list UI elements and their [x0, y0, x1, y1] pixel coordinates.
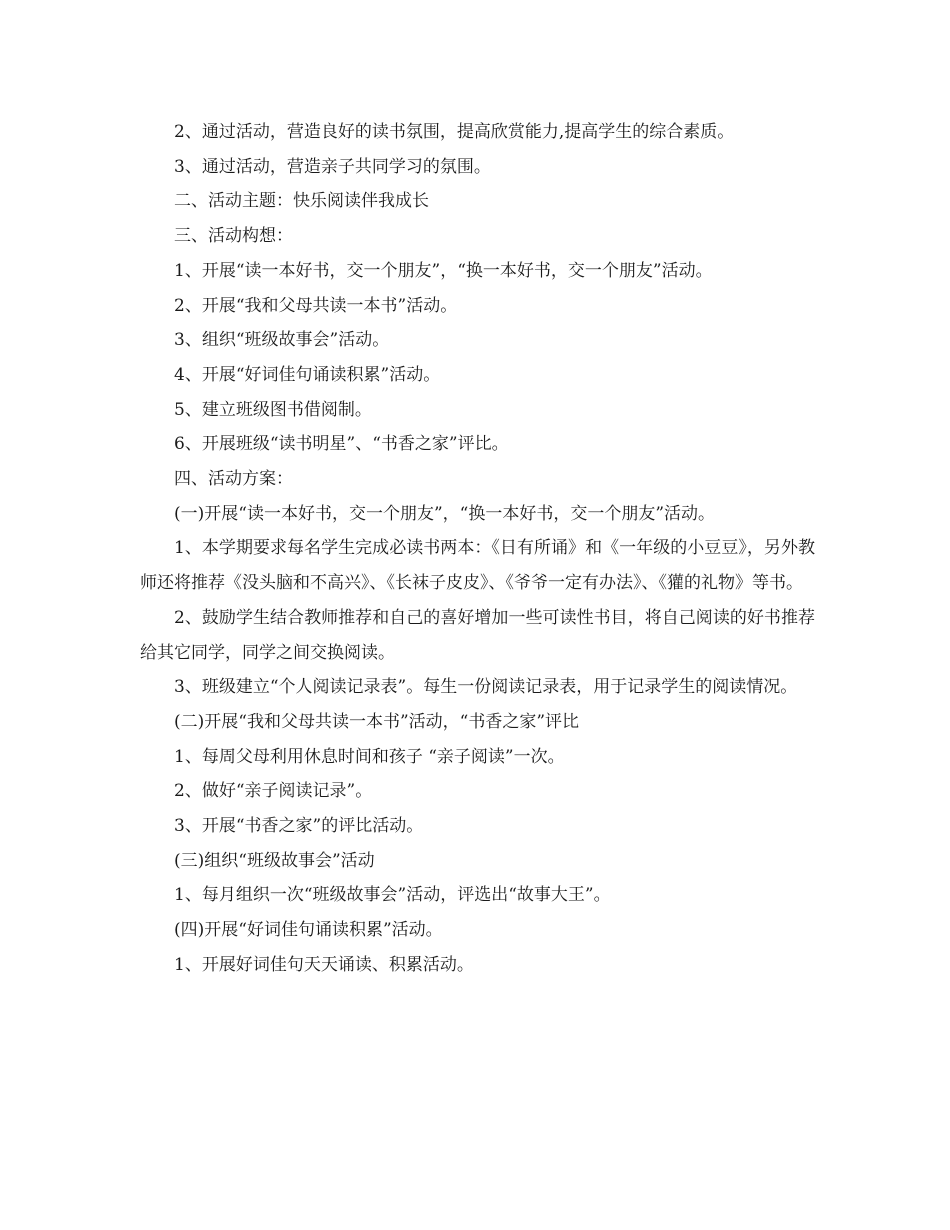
- section-heading: 四、活动方案：: [174, 469, 293, 490]
- subsection-heading: (二)开展“我和父母共读一本书”活动，“书香之家”评比: [174, 711, 580, 732]
- paragraph: 2、做好“亲子阅读记录”。: [174, 781, 373, 802]
- paragraph: 3、组织“班级故事会”活动。: [174, 330, 390, 351]
- paragraph: 1、开展“读一本好书，交一个朋友”，“换一本好书，交一个朋友”活动。: [174, 260, 713, 281]
- paragraph: 1、每周父母利用休息时间和孩子 “亲子阅读”一次。: [174, 746, 565, 767]
- paragraph: 2、鼓励学生结合教师推荐和自己的喜好增加一些可读性书目，将自己阅读的好书推荐给其它同学，同学之间交换阅读。: [140, 607, 815, 663]
- paragraph: 1、开展好词佳句天天诵读、积累活动。: [174, 954, 474, 975]
- section-heading: 二、活动主题：快乐阅读伴我成长: [174, 191, 429, 212]
- document-body: [140, 115, 815, 983]
- paragraph: 2、通过活动，营造良好的读书氛围，提高欣赏能力,提高学生的综合素质。: [174, 122, 735, 142]
- subsection-heading: (一)开展“读一本好书，交一个朋友”，“换一本好书，交一个朋友”活动。: [174, 503, 716, 524]
- paragraph: 3、通过活动，营造亲子共同学习的氛围。: [174, 156, 491, 177]
- paragraph: 3、开展“书香之家”的评比活动。: [174, 816, 424, 837]
- section-heading: 三、活动构想：: [174, 226, 293, 247]
- paragraph: 1、每月组织一次“班级故事会”活动，评选出“故事大王”。: [174, 885, 611, 906]
- paragraph: 3、班级建立“个人阅读记录表”。每生一份阅读记录表，用于记录学生的阅读情况。: [174, 677, 798, 698]
- subsection-heading: (三)组织“班级故事会”活动: [174, 850, 375, 871]
- paragraph: 1、本学期要求每名学生完成必读书两本：《日有所诵》和《一年级的小豆豆》，另外教师还将推荐《没头脑和不高兴》、《长袜子皮皮》、《爷爷一定有办法》、《獾的礼物》等书。: [140, 538, 815, 594]
- paragraph: 4、开展“好词佳句诵读积累”活动。: [174, 364, 441, 385]
- paragraph: 2、开展“我和父母共读一本书”活动。: [174, 295, 458, 316]
- paragraph: 5、建立班级图书借阅制。: [174, 399, 372, 420]
- paragraph: 6、开展班级“读书明星”、“书香之家”评比。: [174, 434, 509, 455]
- subsection-heading: (四)开展“好词佳句诵读积累”活动。: [174, 920, 443, 941]
